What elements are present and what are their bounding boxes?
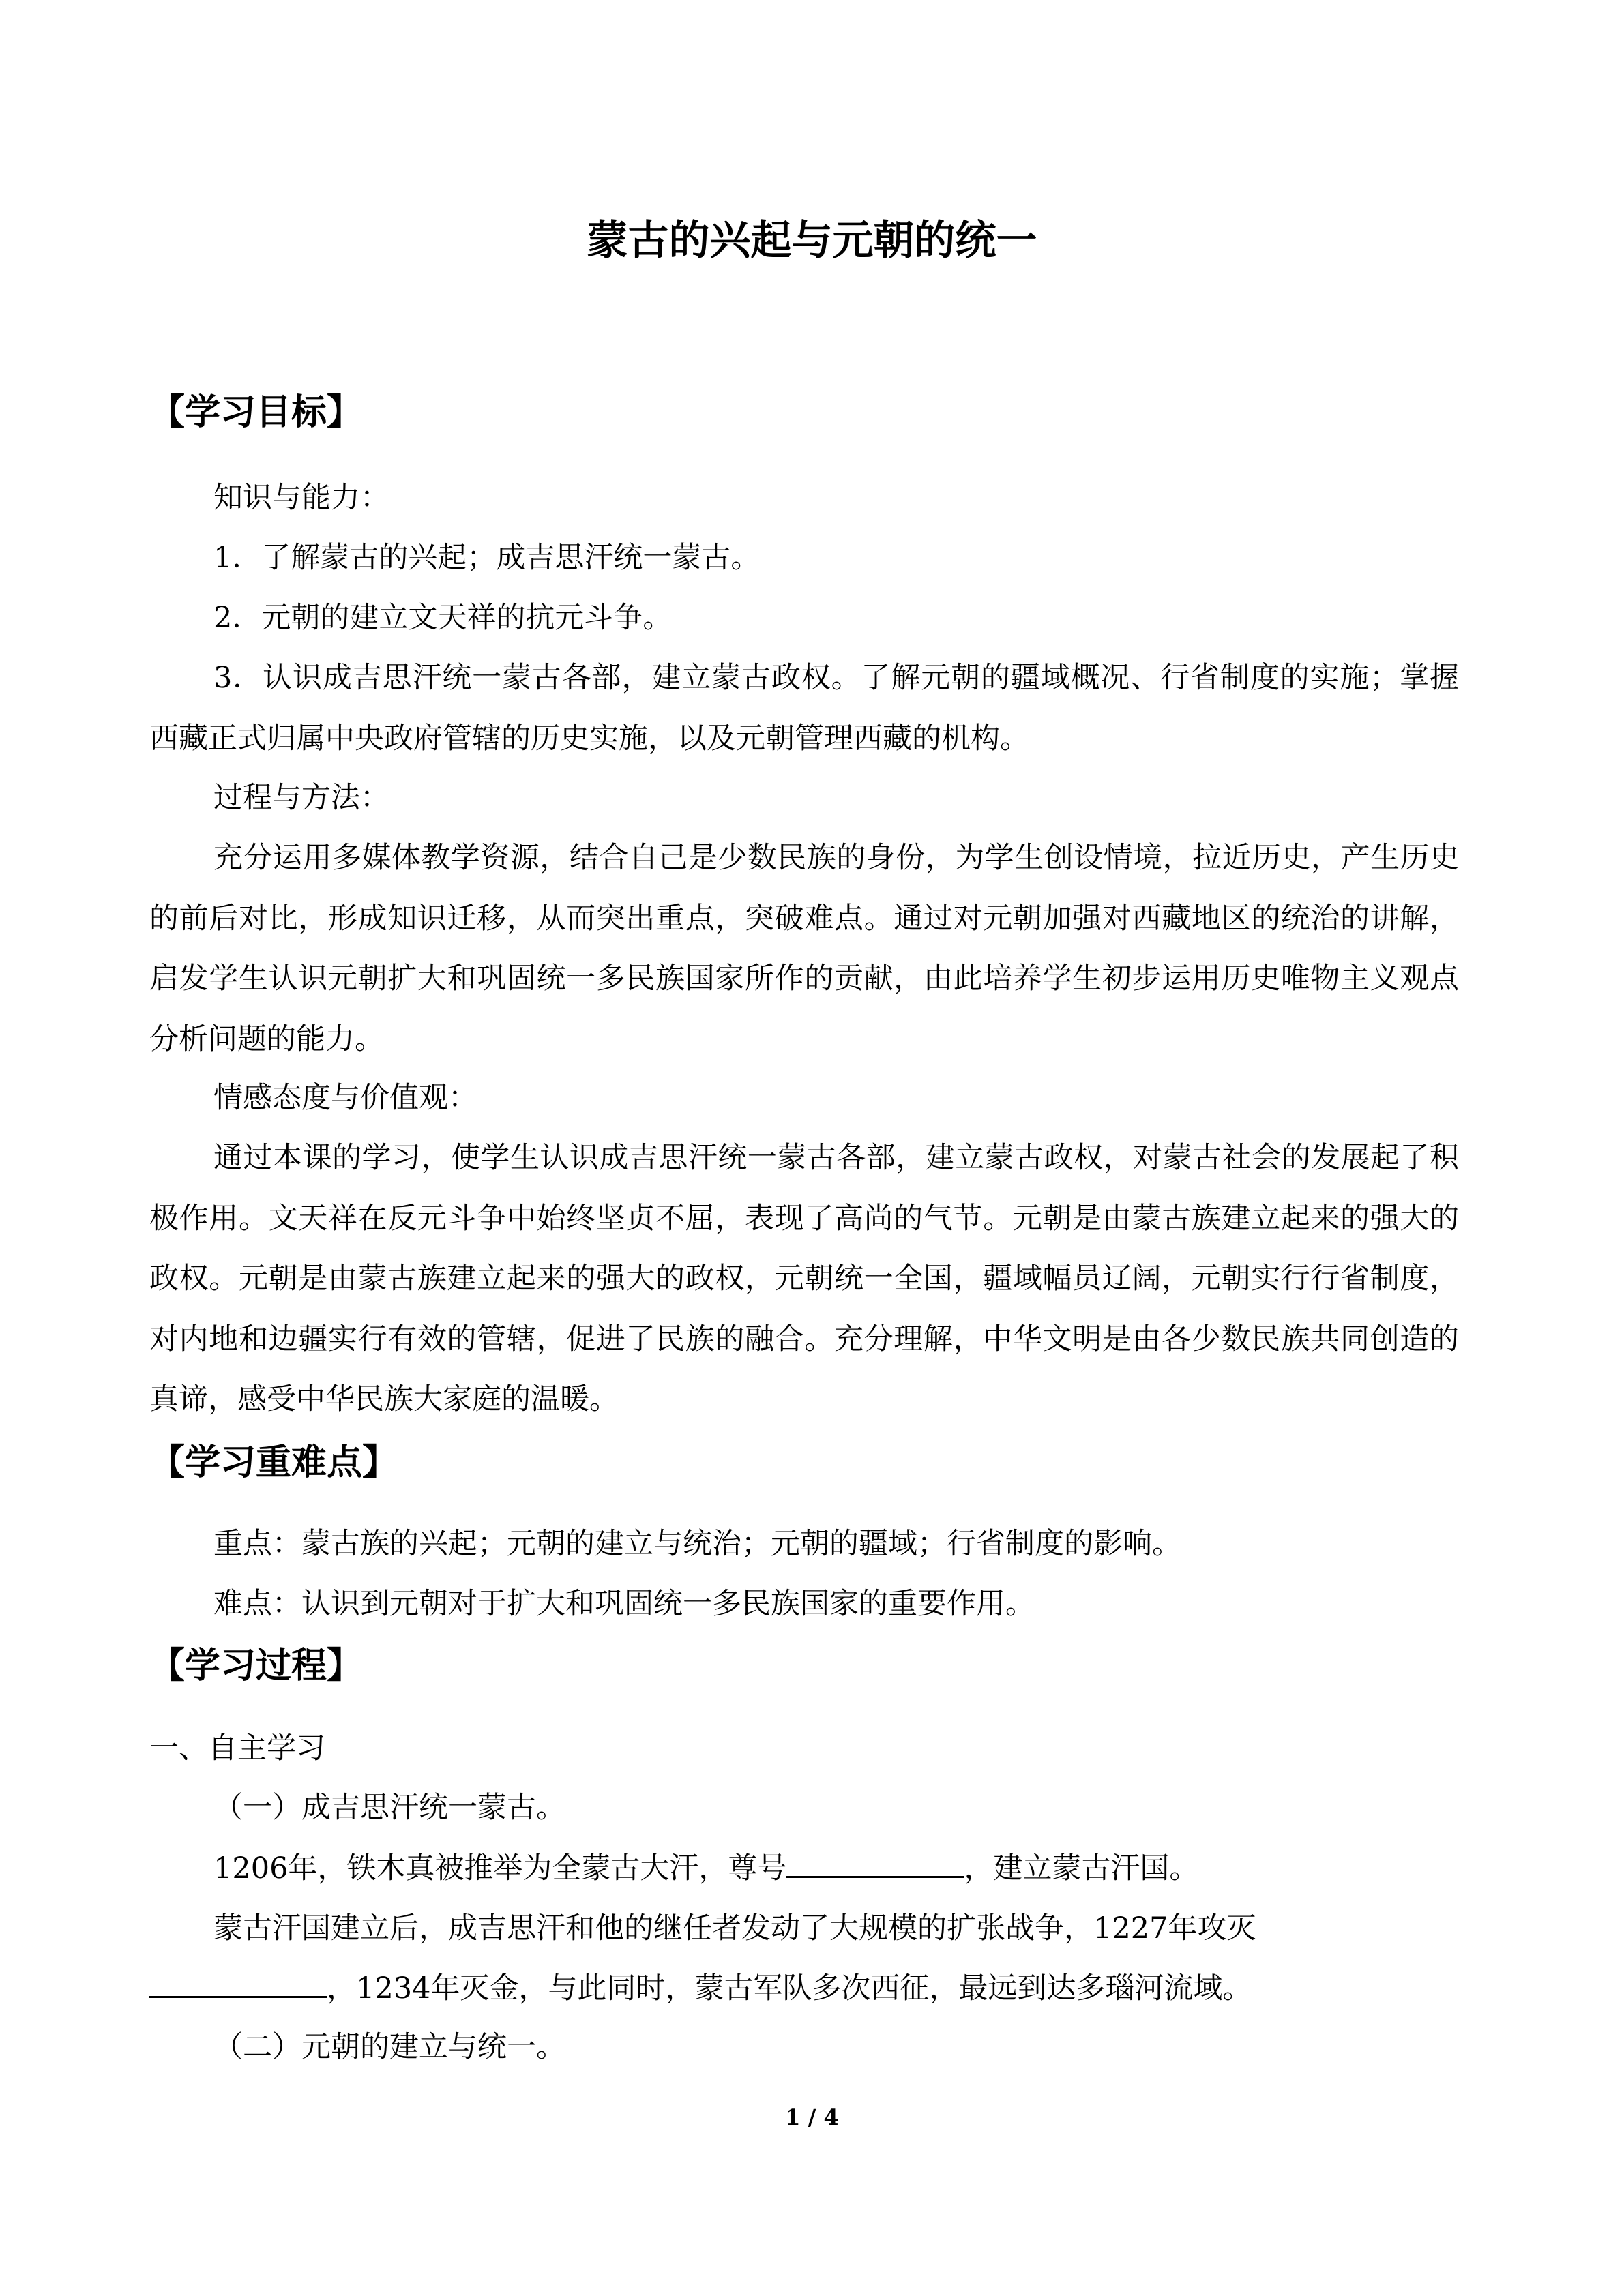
emotion-label: 情感态度与价值观： [213,1081,477,1115]
question-1-text-a: 1206年，铁木真被推举为全蒙古大汗，尊号 [213,1851,787,1885]
process-method-label: 过程与方法： [213,781,389,815]
process-method-text: 充分运用多媒体教学资源，结合自己是少数民族的身份，为学生创设情境，拉近历史，产生历史的前后对比，形成知识迁移，从而突出重点，突破难点。通过对元朝加强对西藏地区的统治的讲解，启发学生认识元朝扩大和巩固统一多民族国家所作的贡献，由此培养学生初步运用历史唯物主义观点分析问题的能力。 [149,841,1459,1056]
answer-blank-2[interactable] [149,1969,327,1998]
knowledge-label: 知识与能力： [213,481,389,515]
question-2-text-b: ，1234年灭金，与此同时，蒙古军队多次西征，最远到达多瑙河流域。 [327,1971,1252,2006]
key-difficulty: 难点：认识到元朝对于扩大和巩固统一多民族国家的重要作用。 [213,1587,1035,1621]
objective-item-2: 2．元朝的建立文天祥的抗元斗争。 [213,601,673,635]
objective-item-1: 1．了解蒙古的兴起；成吉思汗统一蒙古。 [213,541,761,575]
emotion-text: 通过本课的学习，使学生认识成吉思汗统一蒙古各部，建立蒙古政权，对蒙古社会的发展起了积极作用。文天祥在反元斗争中始终坚贞不屈，表现了高尚的气节。元朝是由蒙古族建立起来的强大的政权。元朝是由蒙古族建立起来的强大的政权，元朝统一全国，疆域幅员辽阔，元朝实行行省制度，对内地和边疆实行有效的管辖，促进了民族的融合。充分理解，中华文明是由各少数民族共同创造的真谛，感受中华民族大家庭的温暖。 [149,1141,1459,1416]
answer-blank-1[interactable] [786,1849,964,1878]
self-study-heading: 一、自主学习 [149,1731,325,1765]
section-heading-key-points: 【学习重难点】 [149,1442,398,1483]
subsection-yuan: （二）元朝的建立与统一。 [213,2030,565,2064]
section-heading-objectives: 【学习目标】 [149,392,363,433]
page-number: 1 / 4 [785,2104,839,2130]
question-2-line-1: 蒙古汗国建立后，成吉思汗和他的继任者发动了大规模的扩张战争，1227年攻灭 [213,1911,1256,1945]
question-1 [213,1848,1198,1889]
section-heading-process: 【学习过程】 [149,1645,363,1686]
key-focus: 重点：蒙古族的兴起；元朝的建立与统治；元朝的疆域；行省制度的影响。 [213,1527,1181,1561]
subsection-genghis: （一）成吉思汗统一蒙古。 [213,1791,565,1825]
page-title: 蒙古的兴起与元朝的统一 [587,217,1037,265]
question-2-line-2 [149,1968,1252,2009]
question-1-text-b: ，建立蒙古汗国。 [964,1851,1199,1885]
objective-item-3: 3．认识成吉思汗统一蒙古各部，建立蒙古政权。了解元朝的疆域概况、行省制度的实施；掌握西藏正式归属中央政府管辖的历史实施，以及元朝管理西藏的机构。 [149,661,1459,756]
